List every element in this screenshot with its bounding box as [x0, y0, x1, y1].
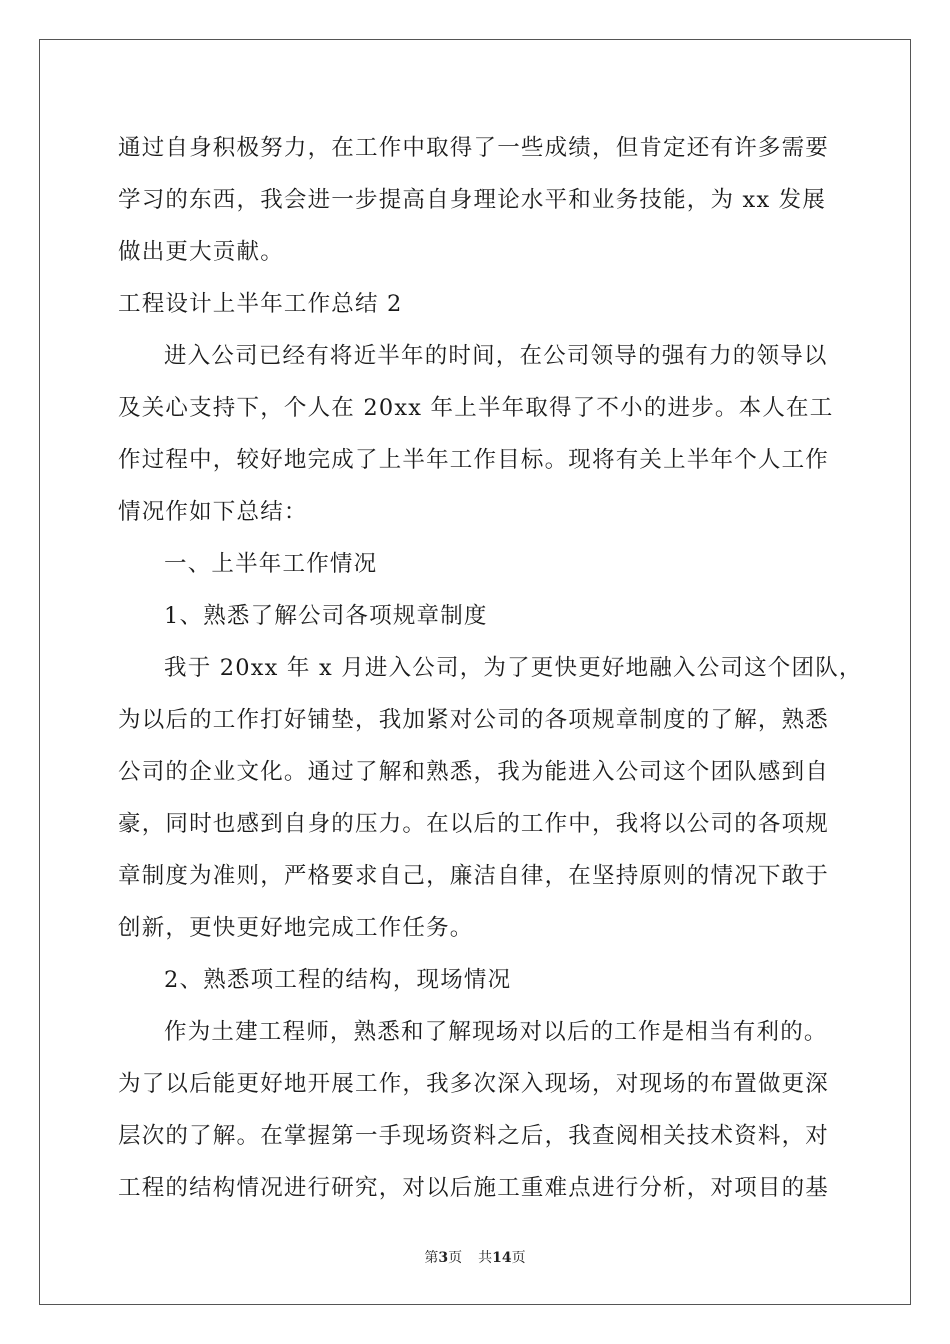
subsection-heading: 2、熟悉项工程的结构，现场情况: [164, 967, 512, 993]
paragraph-line: 作为土建工程师，熟悉和了解现场对以后的工作是相当有利的。: [164, 1019, 828, 1045]
paragraph-line: 为以后的工作打好铺垫，我加紧对公司的各项规章制度的了解，熟悉: [118, 707, 830, 733]
paragraph-line: 通过自身积极努力，在工作中取得了一些成绩，但肯定还有许多需要: [118, 135, 830, 161]
paragraph-line: 作过程中，较好地完成了上半年工作目标。现将有关上半年个人工作: [118, 447, 830, 473]
paragraph-line: 公司的企业文化。通过了解和熟悉，我为能进入公司这个团队感到自: [118, 759, 830, 785]
section-heading: 一、上半年工作情况: [164, 551, 378, 577]
paragraph-line: 层次的了解。在掌握第一手现场资料之后，我查阅相关技术资料，对: [118, 1123, 830, 1149]
page-footer: [0, 1249, 950, 1267]
paragraph-line: 进入公司已经有将近半年的时间，在公司领导的强有力的领导以: [164, 343, 828, 369]
paragraph-line: 豪，同时也感到自身的压力。在以后的工作中，我将以公司的各项规: [118, 811, 830, 837]
document-body: [118, 122, 863, 1214]
total-suffix: 页: [511, 1250, 526, 1266]
paragraph-line: 为了以后能更好地开展工作，我多次深入现场，对现场的布置做更深: [118, 1071, 830, 1097]
section-title: 工程设计上半年工作总结 2: [118, 291, 403, 317]
page-suffix: 页: [448, 1250, 463, 1266]
paragraph-line: 情况作如下总结：: [118, 499, 308, 525]
total-prefix: 共: [478, 1250, 493, 1266]
paragraph-line: 我于 20xx 年 x 月进入公司，为了更快更好地融入公司这个团队，: [164, 655, 863, 681]
subsection-heading: 1、熟悉了解公司各项规章制度: [164, 603, 488, 629]
paragraph-line: 工程的结构情况进行研究，对以后施工重难点进行分析，对项目的基: [118, 1175, 830, 1201]
current-page-number: 3: [438, 1250, 449, 1266]
total-page-count: 14: [492, 1250, 512, 1266]
paragraph-line: 创新，更快更好地完成工作任务。: [118, 915, 474, 941]
paragraph-line: 学习的东西，我会进一步提高自身理论水平和业务技能，为 xx 发展: [118, 187, 827, 213]
page-prefix: 第: [424, 1250, 439, 1266]
paragraph-line: 章制度为准则，严格要求自己，廉洁自律，在坚持原则的情况下敢于: [118, 863, 830, 889]
paragraph-line: 及关心支持下，个人在 20xx 年上半年取得了不小的进步。本人在工: [118, 395, 834, 421]
paragraph-line: 做出更大贡献。: [118, 239, 284, 265]
